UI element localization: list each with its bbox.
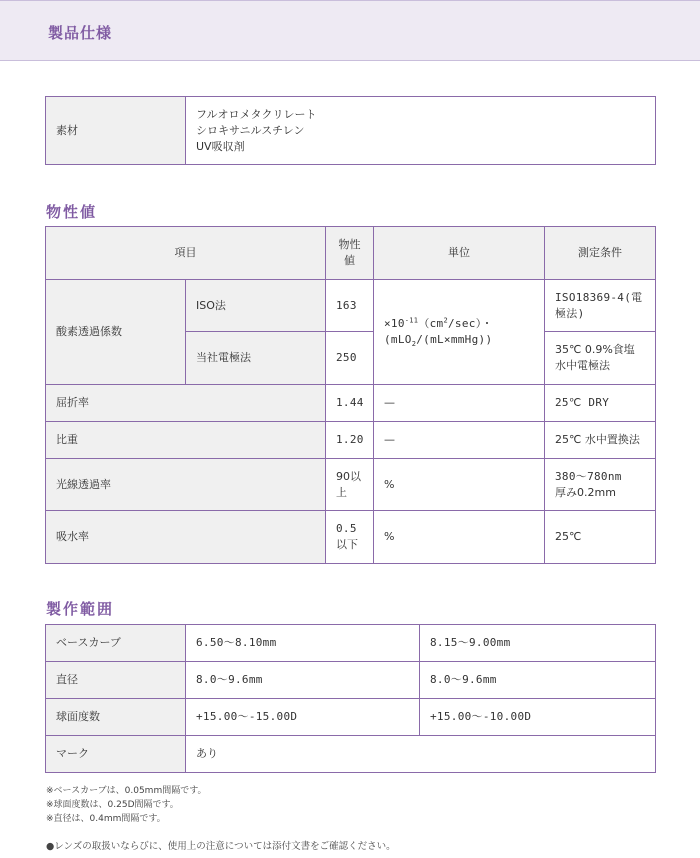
header-value-line1: 物性: [338, 238, 361, 251]
property-row: [46, 422, 656, 459]
page-title: 製品仕様: [48, 24, 113, 42]
material-item: シロキサニルスチレン: [196, 123, 305, 137]
note-item: ※直径は、0.4mm間隔です。: [46, 814, 166, 824]
range-value: 8.0〜9.6mm: [420, 662, 656, 699]
property-value: 1.20: [326, 422, 374, 459]
range-row: [46, 736, 656, 773]
oxygen-iso-value: 163: [326, 280, 374, 332]
material-row: [46, 97, 656, 165]
property-label: 光線透過率: [46, 459, 326, 511]
condition-line1: 35℃ 0.9%食塩: [555, 343, 635, 356]
unit-suffix: /sec）・: [448, 317, 493, 330]
unit-subscript: 2: [411, 340, 417, 349]
range-label: ベースカーブ: [46, 625, 186, 662]
properties-header-row: [46, 227, 656, 280]
header-item: 項目: [46, 227, 326, 280]
oxygen-iso-condition: ISO18369-4(電極法): [545, 280, 656, 332]
properties-title: 物性値: [46, 203, 98, 221]
header-value-line2: 値: [344, 254, 355, 267]
oxygen-company-method: 当社電極法: [186, 332, 326, 385]
properties-table: [45, 226, 656, 564]
unit-squared: 2: [443, 316, 448, 325]
oxygen-iso-method: ISO法: [186, 280, 326, 332]
value-line1: 0.5: [336, 522, 357, 535]
range-label: マーク: [46, 736, 186, 773]
oxygen-unit: [374, 280, 545, 385]
property-label: 屈折率: [46, 385, 326, 422]
material-table: [45, 96, 656, 165]
oxygen-unit-line2: [384, 332, 534, 348]
value-line1: 90以: [336, 469, 361, 483]
property-row: [46, 459, 656, 511]
unit-mid: （cm: [418, 317, 444, 330]
property-label: 比重: [46, 422, 326, 459]
range-value: 8.0〜9.6mm: [186, 662, 420, 699]
value-line2: 以下: [336, 538, 358, 551]
note-item: ※ベースカーブは、0.05mm間隔です。: [46, 786, 207, 796]
condition-line1: 380〜780nm: [555, 469, 622, 483]
property-condition: [545, 459, 656, 511]
range-value: あり: [186, 736, 656, 773]
oxygen-company-value: 250: [326, 332, 374, 385]
oxygen-row-iso: [46, 280, 656, 332]
range-value: +15.00〜-15.00D: [186, 699, 420, 736]
header-unit: 単位: [374, 227, 545, 280]
property-condition: 25℃: [545, 511, 656, 564]
property-value: [326, 511, 374, 564]
range-label: 直径: [46, 662, 186, 699]
material-values: [186, 97, 656, 165]
header-condition: 測定条件: [545, 227, 656, 280]
oxygen-unit-line1: [384, 316, 534, 332]
property-row: [46, 385, 656, 422]
range-row: [46, 662, 656, 699]
material-label: 素材: [46, 97, 186, 165]
property-label: 吸水率: [46, 511, 326, 564]
unit-line2-prefix: (mLO: [384, 333, 412, 346]
material-item: フルオロメタクリレート: [196, 107, 317, 121]
range-value: +15.00〜-10.00D: [420, 699, 656, 736]
oxygen-label: 酸素透過係数: [46, 280, 186, 385]
property-value: [326, 459, 374, 511]
property-condition: 25℃ DRY: [545, 385, 656, 422]
property-unit: %: [374, 459, 545, 511]
range-label: 球面度数: [46, 699, 186, 736]
unit-exponent: -11: [404, 316, 419, 325]
range-notes: [46, 784, 207, 826]
property-unit: —: [374, 422, 545, 459]
unit-prefix: ×10: [384, 317, 405, 330]
range-value: 6.50〜8.10mm: [186, 625, 420, 662]
oxygen-company-condition: [545, 332, 656, 385]
header-value: [326, 227, 374, 280]
caution-note: ●レンズの取扱いならびに、使用上の注意については添付文書をご確認ください。: [46, 841, 396, 852]
range-table: [45, 624, 656, 773]
condition-line2: 水中電極法: [555, 359, 610, 372]
range-row: [46, 699, 656, 736]
condition-line2: 厚み0.2mm: [555, 485, 616, 499]
property-unit: —: [374, 385, 545, 422]
range-title: 製作範囲: [46, 600, 115, 618]
unit-line2-suffix: /(mL×mmHg)): [416, 333, 493, 346]
page-header: [0, 0, 700, 61]
property-row: [46, 511, 656, 564]
value-line2: 上: [336, 485, 347, 499]
note-item: ※球面度数は、0.25D間隔です。: [46, 800, 179, 810]
range-value: 8.15〜9.00mm: [420, 625, 656, 662]
property-value: 1.44: [326, 385, 374, 422]
property-unit: %: [374, 511, 545, 564]
property-condition: 25℃ 水中置換法: [545, 422, 656, 459]
material-item: UV吸収剤: [196, 139, 245, 153]
range-row: [46, 625, 656, 662]
